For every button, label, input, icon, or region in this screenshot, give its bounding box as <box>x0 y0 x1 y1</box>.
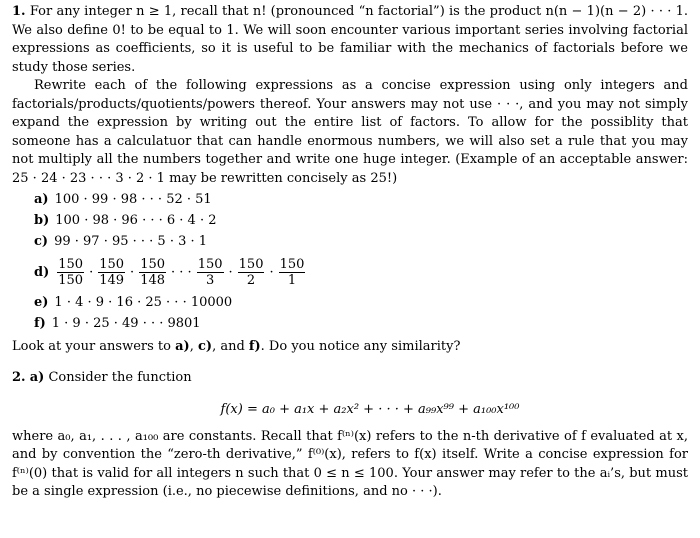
fraction <box>57 257 84 288</box>
item-expression: 1 · 4 · 9 · 16 · 25 · · · 10000 <box>54 295 233 310</box>
item-label: a) <box>34 192 49 207</box>
problem-1-followup <box>12 338 688 357</box>
fraction <box>238 257 265 288</box>
fraction-numerator: 150 <box>58 256 84 272</box>
problem-1-intro <box>12 3 688 77</box>
item-a <box>34 189 688 210</box>
item-label: d) <box>34 264 50 280</box>
problem-2-lead-text: Consider the function <box>48 369 192 385</box>
fraction-numerator: 150 <box>140 256 166 272</box>
fraction-denominator: 3 <box>205 272 215 288</box>
ellipsis: · · · <box>171 264 192 280</box>
problem-1-number: 1. <box>12 4 26 19</box>
followup-ref-f: f) <box>248 339 261 354</box>
multiply-dot: · <box>130 264 135 280</box>
item-label: e) <box>34 295 49 310</box>
item-c <box>34 231 688 252</box>
function-equation: f(x) = a₀ + a₁x + a₂x² + · · · + a₉₉x⁹⁹ + a₁₀₀x¹⁰⁰ <box>220 402 520 417</box>
problem-2-part-label: a) <box>29 369 45 385</box>
followup-sep: , <box>189 339 194 354</box>
fraction-numerator: 150 <box>197 256 223 272</box>
fraction-denominator: 149 <box>99 272 125 288</box>
fraction-denominator: 2 <box>246 272 256 288</box>
multiply-dot: · <box>228 264 233 280</box>
item-e <box>34 292 688 313</box>
fraction-numerator: 150 <box>99 256 125 272</box>
item-label: c) <box>34 234 49 249</box>
fraction-numerator: 150 <box>279 256 305 272</box>
item-expression: 100 · 98 · 96 · · · 6 · 4 · 2 <box>55 213 217 228</box>
item-label: f) <box>34 316 46 331</box>
problem-1-instructions: Rewrite each of the following expressions as a concise expression using only integers and factorials/products/quotients/powers thereof. Your answers may not use · · ·, and you may not simply expand the expression by writing out the entire list of factors. To allow for the possiblity that someone has a calculatuor that can handle enormous numbers, we will also set a rule that you may not multiply all the numbers together and write one huge integer. (Example of an acceptable answer: 25 · 24 · 23 · · · 3 · 2 · 1 may be rewritten concisely as 25!) <box>12 78 688 186</box>
followup-text: Look at your answers to <box>12 339 171 354</box>
fraction-numerator: 150 <box>238 256 264 272</box>
problem-2-body: where a₀, a₁, . . . , a₁₀₀ are constants. Recall that f⁽ⁿ⁾(x) refers to the n-th derivative of f evaluated at x, and by convention the “zero-th derivative,” f⁽⁰⁾(x), refers to f(x) itself. Write a concise expression for f⁽ⁿ⁾(0) that is valid for all integers n such that 0 ≤ n ≤ 100. Your answer may refer to the aᵢ’s, but must be a single expression (i.e., no piecewise definitions, and no · · ·). <box>12 428 688 499</box>
fraction-denominator: 150 <box>58 272 84 288</box>
multiply-dot: · <box>89 264 94 280</box>
problem-1-intro-text: For any integer n ≥ 1, recall that n! (pronounced “n factorial”) is the product n(n − 1)(n − 2) · · · 1. We also define 0! to be equal to 1. We will soon encounter various important series involving factorial expressions as coefficients, so it is useful to be familiar with the mechanics of factorials before we study those series. <box>12 4 688 75</box>
item-expression: 100 · 99 · 98 · · · 52 · 51 <box>54 192 212 207</box>
followup-text: . Do you notice any similarity? <box>260 339 461 354</box>
item-d <box>34 252 688 292</box>
fraction-denominator: 1 <box>287 272 297 288</box>
item-f <box>34 313 688 334</box>
followup-sep: , and <box>212 339 245 354</box>
item-b <box>34 210 688 231</box>
item-label: b) <box>34 213 50 228</box>
fraction-denominator: 148 <box>140 272 166 288</box>
item-expression: 99 · 97 · 95 · · · 5 · 3 · 1 <box>54 234 208 249</box>
fraction <box>98 257 125 288</box>
followup-ref-c: c) <box>197 339 213 354</box>
followup-ref-a: a) <box>175 339 190 354</box>
fraction <box>197 257 224 288</box>
fraction <box>279 257 306 288</box>
problem-2-lead <box>12 369 688 388</box>
fraction <box>139 257 166 288</box>
multiply-dot: · <box>269 264 274 280</box>
item-expression: 1 · 9 · 25 · 49 · · · 9801 <box>51 316 201 331</box>
problem-2-number: 2. <box>12 369 26 385</box>
problem-1-items <box>34 189 688 334</box>
